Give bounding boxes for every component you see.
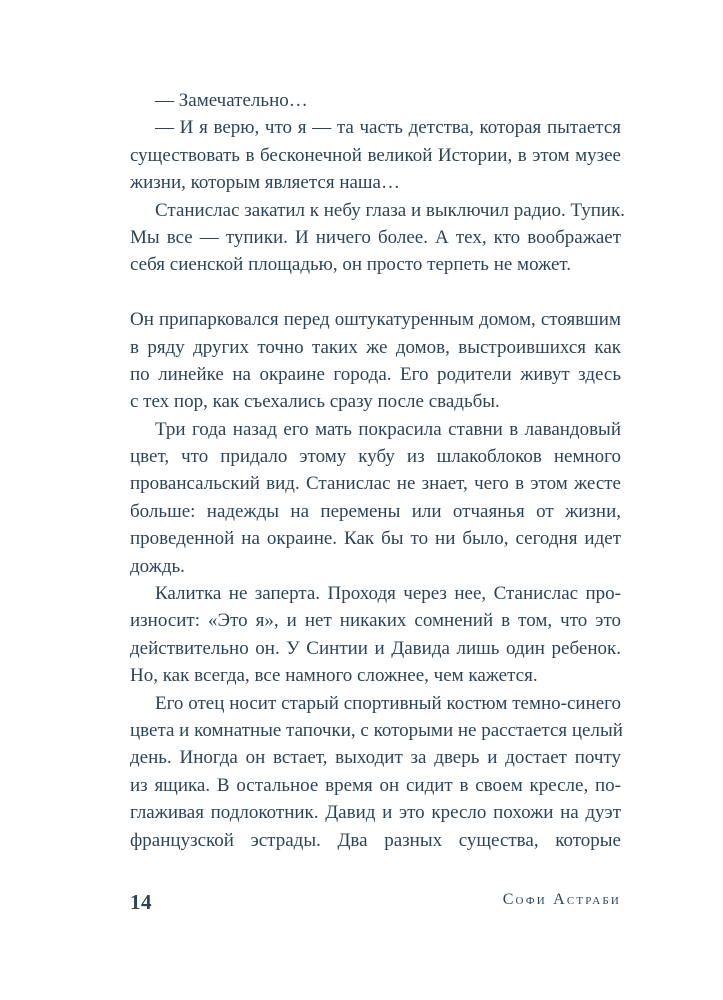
text-line: дождь. <box>130 555 185 577</box>
text-line: глаживая подлокотник. Давид и это кресло похожи на дуэт <box>130 802 621 824</box>
text-line: — И я верю, что я — та часть детства, которая пытается <box>155 117 621 139</box>
running-head-author: Софи Астраби <box>502 891 621 908</box>
text-line: существовать в бесконечной великой Истории, в этом музее <box>130 144 621 166</box>
text-line: — Замечательно… <box>155 90 308 111</box>
page-number: 14 <box>130 890 152 914</box>
body-text <box>130 87 626 854</box>
section-break <box>130 279 621 306</box>
text-line: Калитка не заперта. Проходя через нее, Станислас про- <box>155 583 621 605</box>
text-line: Его отец носит старый спортивный костюм темно-синего <box>155 692 621 714</box>
text-line: проведенной на окраине. Как бы то ни было, сегодня идет <box>130 528 621 550</box>
text-line: износит: «Это я», и нет никаких сомнений в том, что это <box>130 610 621 632</box>
text-line: Три года назад его мать покрасила ставни в лавандовый <box>155 418 621 440</box>
text-line: Мы все — тупики. И ничего более. А тех, кто воображает <box>130 226 621 248</box>
text-line: цвет, что придало этому кубу из шлакоблоков немного <box>130 446 621 468</box>
text-line: действительно он. У Синтии и Давида лишь один ребенок. <box>130 637 621 659</box>
text-line: себя сиенской площадью, он просто терпеть не может. <box>130 254 572 276</box>
text-line: французской эстрады. Два разных существа, которые <box>130 829 621 851</box>
text-line: Но, как всегда, все намного сложнее, чем кажется. <box>130 665 538 687</box>
text-line: в ряду других точно таких же домов, выстроившихся как <box>130 336 621 358</box>
text-line: цвета и комнатные тапочки, с которыми не расстается целый <box>130 719 623 741</box>
text-line: Он припарковался перед оштукатуренным домом, стоявшим <box>130 309 621 331</box>
text-line: жизни, которым является наша… <box>130 172 400 194</box>
text-line: день. Иногда он встает, выходит за дверь и достает почту <box>130 747 621 769</box>
text-line: больше: надежды на перемены или отчаянья от жизни, <box>130 500 621 522</box>
text-line: по линейке на окраине города. Его родители живут здесь <box>130 363 621 385</box>
text-line: провансальский вид. Станислас не знает, чего в этом жесте <box>130 473 621 495</box>
text-line: из ящика. В остальное время он сидит в своем кресле, по- <box>130 774 621 796</box>
text-line: с тех пор, как съехались сразу после свадьбы. <box>130 391 500 413</box>
text-line: Станислас закатил к небу глаза и выключил радио. Тупик. <box>155 199 626 221</box>
